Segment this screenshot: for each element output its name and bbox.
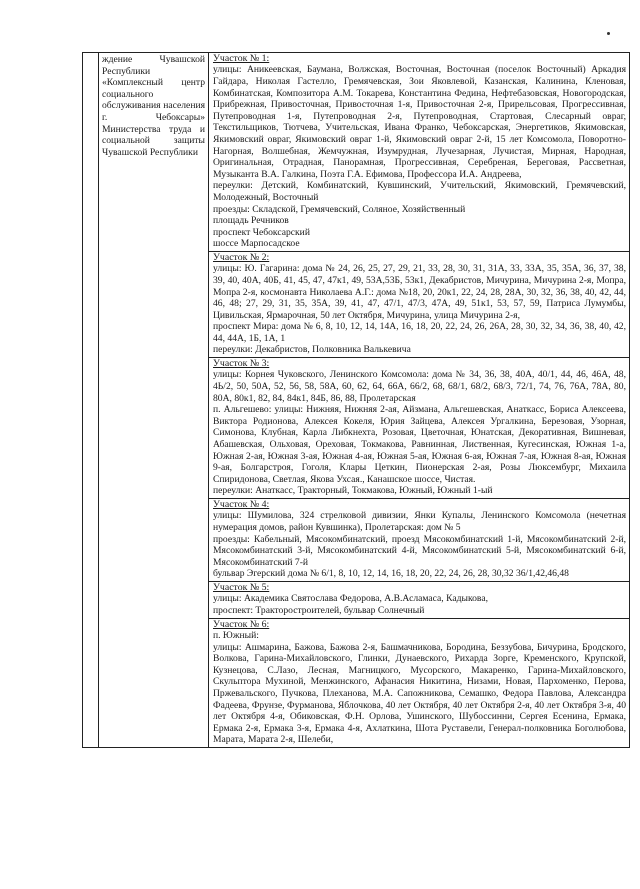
district-line: проспект Чебоксарский	[213, 226, 310, 238]
district-line: площадь Речников	[213, 215, 289, 227]
institution-name: ждение Чувашской Республики «Комплексный центр социального обслуживания населения г. Чебоксары» Министерства труда и социальной защиты Чувашской Республики	[102, 54, 205, 158]
district-line: шоссе Марпосадское	[213, 238, 300, 250]
district-section	[209, 53, 629, 252]
district-title: Участок № 2:	[213, 251, 270, 263]
district-line: улицы: Ашмарина, Бажова, Бажова 2-я, Башмачникова, Бородина, Беззубова, Бичурина, Бродского, Волкова, Гарина-Михайловского, Глинки, Дунаевского, Рихарда Зорге, Кременского, Крупской, Кузнецова, С.Лазо, Лесная, Магницкого, Мусорского, Макаренко, Гарина-Михайловского, Скульптора Мухиной, Менжинского, Афанасия Никитина, Низами, Новая, Пархоменко, Перова, Пржевальского, Пучкова, Плеханова, М.А. Сапожникова, Семашко, Федора Павлова, Александра Фадеева, Фрунзе, Фурманова, Яблочкова, 40 лет Октября, 40 лет Октября 2-я, 40 лет Октября 3-я, 40 лет Октября 4-я, Обиковская, Ф.Н. Орлова, Ушинского, Шубоссинни, Сергея Есенина, Ермака, Ермака 2-я, Ермака 3-я, Ермака 4-я, Ахлаткина, Шота Руставели, Генерал-полковника Боголюбова, Марата, Марата 2-я, Шелеби,	[213, 641, 626, 746]
district-line: проспект Мира: дома № 6, 8, 10, 12, 14, 14А, 16, 18, 20, 22, 24, 26, 26А, 28, 30, 32, 34, 36, 38, 40, 42, 44, 44А, 1Б, 1А, 1	[213, 321, 626, 344]
district-title: Участок № 4:	[213, 499, 270, 510]
district-line: улицы: Корнея Чуковского, Ленинского Комсомола: дома № 34, 36, 38, 40А, 40/1, 44, 46, 46А, 48, 4Ь/2, 50, 50А, 52, 56, 58, 58А, 60, 62, 64, 66А, 66/2, 68, 68/1, 68/2, 68/3, 72/1, 74, 76, 76А, 78А, 80, 80А, 80к1, 82, 84, 84к1, 84Б, 86, 88, Пролетарская	[213, 369, 626, 404]
district-line: проспект: Тракторостроителей, бульвар Солнечный	[213, 604, 425, 616]
district-line: проезды: Кабельный, Мясокомбинатский, проезд Мясокомбинатский 1-й, Мясокомбинатский 2-й, Мясокомбинатский 3-й, Мясокомбинатский 4-й, Мясокомбинатский 5-й, Мясокомбинатский 6-й, Мясокомбинатский 7-й	[213, 533, 626, 568]
district-title: Участок № 1:	[213, 53, 270, 64]
district-line: п. Альгешево: улицы: Нижняя, Нижняя 2-ая, Айзмана, Альгешевская, Анаткасс, Бориса Алексеева, Виктора Родионова, Алексея Кокеля, Юрия Зайцева, Алексея Ургалкина, Березовая, Узорная, Симонова, Клубная, Карла Либкнехта, Розовая, Цветочная, Юнатская, Декоративная, Вишневая, Абашевская, Ольховая, Ореховая, Токмакова, Равнинная, Лиственная, Кугесинская, Южная 1-а, Южная 2-ая, Южная 3-ая, Южная 4-ая, Южная 5-ая, Южная 6-ая, Южная 7-ая, Южная 8-ая, Южная 9-ая, Болгарстроя, Гоголя, Клары Цеткин, Пионерская 2-ая, Розы Люксембург, Михаила Спиридонова, Светлая, Якова Ухсая., Канашское шоссе, Чистая.	[213, 404, 626, 485]
district-section	[209, 619, 629, 747]
scan-speck	[607, 32, 610, 35]
district-line: улицы: Шумилова, 324 стрелковой дивизии, Янки Купалы, Ленинского Комсомола (нечетная нумерация домов, район Кувшинка), Пролетарская: дом № 5	[213, 510, 626, 533]
district-section	[209, 358, 629, 499]
district-section	[209, 252, 629, 358]
district-line: п. Южный:	[213, 629, 259, 641]
district-sections	[209, 53, 629, 747]
districts-cell	[209, 53, 630, 748]
district-title: Участок № 3:	[213, 358, 270, 370]
district-line: переулки: Декабристов, Полковника Валькевича	[213, 344, 411, 356]
district-line: переулки: Анаткасс, Тракторный, Токмакова, Южный, Южный 1-ый	[213, 485, 493, 497]
districts-table	[82, 52, 630, 748]
district-title: Участок № 5:	[213, 581, 270, 593]
district-line: улицы: Академика Святослава Федорова, А.В.Асламаса, Кадыкова,	[213, 593, 488, 605]
district-section	[209, 499, 629, 582]
district-line: улицы: Аникеевская, Баумана, Волжская, Восточная, Восточная (поселок Восточный) Аркадия Гайдара, Николая Гастелло, Гремячевская, Зои Яковлевой, Казанская, Калинина, Кленовая, Комбинатская, Композитора А.М. Токарева, Константина Федина, Нефтебазовская, Новогородская, Прибрежная, Привосточная, Привосточная 1-я, Привосточная 2-я, Прирельсовая, Прогрессивная, Путепроводная 1-я, Путепроводная 2-я, Путепроводная, Стартовая, Слесарный овраг, Текстильщиков, Тютчева, Учительская, Ивана Франко, Чебоксарская, Энергетиков, Якимовская, Якимовский овраг, Якимовский овраг 1-й, Якимовский овраг 2-й, 15 лет Комсомола, Поворотно-Нагорная, Волшебная, Жемчужная, Изумрудная, Лучезарная, Лучистая, Мирная, Народная, Оригинальная, Отрадная, Панорамная, Прогрессивная, Серебреная, Береговая, Рассветная, Музыканта В.А. Галкина, Поэта Г.А. Ефимова, Профессора И.А. Андреева,	[213, 64, 626, 180]
table-row	[83, 53, 630, 748]
district-title: Участок № 6:	[213, 618, 270, 630]
district-line: улицы: Ю. Гагарина: дома № 24, 26, 25, 27, 29, 21, 33, 28, 30, 31, 31А, 33, 33А, 35, 35А, 36, 37, 38, 39, 40, 40А, 40Б, 41, 45, 47, 47к1, 49, 53А,53Б, 53к1, Декабристов, Мичурина, Мичурина 2-я, Мопра, Мопра 2-я, космонавта Николаева А.Г.: дома №18, 20, 20к1, 22, 24, 28, 28А, 30, 32, 36, 38, 40, 42, 44, 46, 48; 27, 29, 31, 35, 35А, 39, 41, 47, 47/1, 47/3, 47А, 49, 51к1, 53, 57, 59, Патриса Лумумбы, Цивильская, Ярмарочная, 50 лет Октября, Мичурина, улица Мичурина 2-я,	[213, 263, 626, 321]
district-section	[209, 582, 629, 619]
district-line: проезды: Складской, Гремячевский, Соляное, Хозяйственный	[213, 203, 466, 215]
district-line: бульвар Эгерский дома № 6/1, 8, 10, 12, 14, 16, 18, 20, 22, 24, 26, 28, 30,32 36/1,42,46,48	[213, 568, 569, 580]
district-line: переулки: Детский, Комбинатский, Кувшинский, Учительский, Якимовский, Гремячевский, Молодежный, Восточный	[213, 180, 626, 203]
institution-cell	[99, 53, 209, 748]
number-column-cell	[83, 53, 99, 748]
